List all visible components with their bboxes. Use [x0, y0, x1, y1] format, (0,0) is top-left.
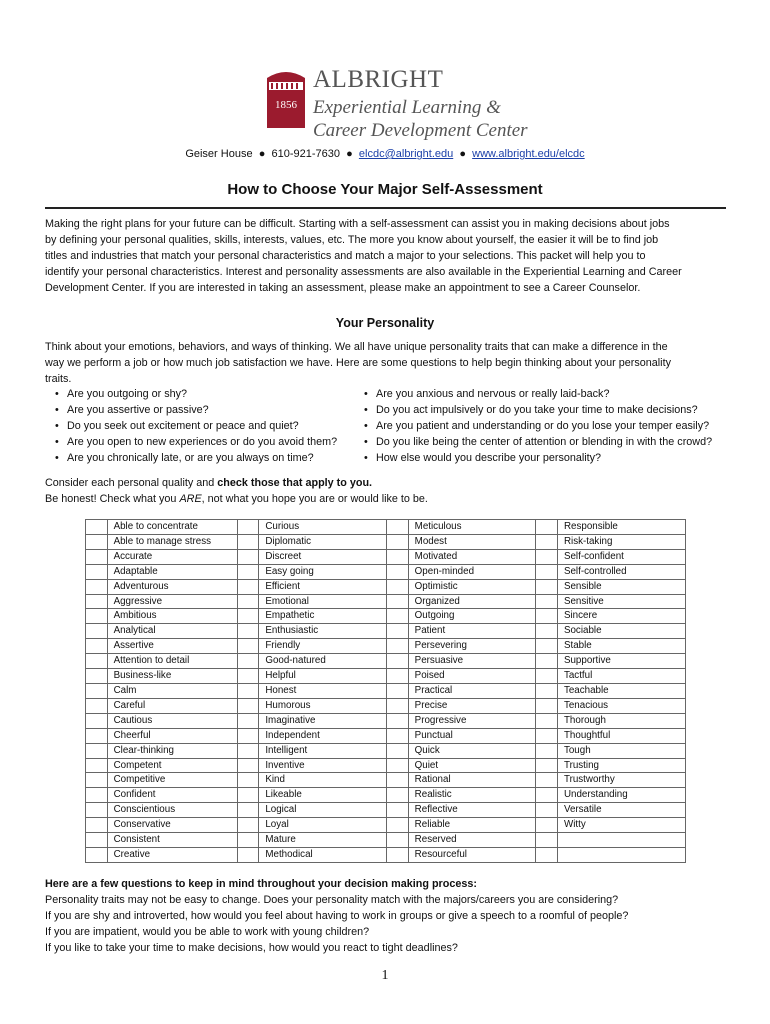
trait-checkbox[interactable] — [387, 534, 409, 549]
trait-checkbox[interactable] — [237, 624, 259, 639]
trait-row — [86, 683, 686, 698]
trait-label: Confident — [107, 788, 237, 803]
trait-checkbox[interactable] — [237, 847, 259, 862]
trait-label: Witty — [557, 818, 685, 833]
trait-label: Adventurous — [107, 579, 237, 594]
trait-checkbox[interactable] — [237, 728, 259, 743]
trait-label: Tough — [557, 743, 685, 758]
trait-label: Conservative — [107, 818, 237, 833]
trait-label: Meticulous — [408, 520, 536, 535]
trait-checkbox[interactable] — [86, 713, 108, 728]
trait-label: Reserved — [408, 833, 536, 848]
personality-intro — [45, 339, 735, 387]
trait-checkbox[interactable] — [536, 803, 558, 818]
trait-checkbox[interactable] — [86, 818, 108, 833]
trait-row — [86, 654, 686, 669]
trait-checkbox[interactable] — [536, 743, 558, 758]
trait-label: Competent — [107, 758, 237, 773]
trait-row — [86, 579, 686, 594]
trait-checkbox[interactable] — [536, 654, 558, 669]
trait-checkbox[interactable] — [237, 683, 259, 698]
trait-label: Tactful — [557, 669, 685, 684]
trait-row — [86, 847, 686, 862]
trait-checkbox[interactable] — [237, 833, 259, 848]
instruction-line-2 — [45, 491, 735, 507]
trait-checkbox[interactable] — [86, 833, 108, 848]
trait-row — [86, 549, 686, 564]
page-title: How to Choose Your Major Self-Assessment — [227, 181, 543, 198]
trait-label: Tenacious — [557, 698, 685, 713]
trait-label: Progressive — [408, 713, 536, 728]
trait-label: Independent — [259, 728, 387, 743]
trait-checkbox[interactable] — [237, 743, 259, 758]
trait-label: Careful — [107, 698, 237, 713]
trait-checkbox[interactable] — [86, 549, 108, 564]
closing-line: If you are impatient, would you be able to work with young children? — [45, 926, 370, 938]
intro-line: Making the right plans for your future can be difficult. Starting with a self-assessment can assist you in making decisions about jobs — [45, 218, 670, 230]
trait-label: Trustworthy — [557, 773, 685, 788]
trait-label: Methodical — [259, 847, 387, 862]
trait-checkbox[interactable] — [387, 698, 409, 713]
trait-label: Good-natured — [259, 654, 387, 669]
trait-row — [86, 758, 686, 773]
trait-checkbox[interactable] — [387, 564, 409, 579]
trait-label: Enthusiastic — [259, 624, 387, 639]
trait-label: Business-like — [107, 669, 237, 684]
contact-line — [0, 148, 770, 160]
trait-checkbox[interactable] — [237, 803, 259, 818]
question-item: • Are you outgoing or shy? — [45, 386, 337, 402]
trait-label: Able to manage stress — [107, 534, 237, 549]
trait-label: Helpful — [259, 669, 387, 684]
trait-label: Sincere — [557, 609, 685, 624]
trait-label: Open-minded — [408, 564, 536, 579]
trait-checkbox[interactable] — [387, 683, 409, 698]
empty-cell — [536, 847, 558, 862]
trait-label: Rational — [408, 773, 536, 788]
trait-label: Humorous — [259, 698, 387, 713]
trait-label: Aggressive — [107, 594, 237, 609]
separator-dot-icon: ● — [459, 148, 467, 160]
logo-subtitle-1: Experiential Learning & — [313, 97, 501, 118]
instruction-bold: check those that apply to you. — [217, 477, 373, 489]
trait-checkbox[interactable] — [86, 579, 108, 594]
trait-checkbox[interactable] — [536, 683, 558, 698]
logo-subtitle-2: Career Development Center — [313, 120, 528, 141]
section-heading-personality: Your Personality — [335, 316, 435, 330]
trait-label: Efficient — [259, 579, 387, 594]
trait-checkbox[interactable] — [387, 743, 409, 758]
trait-label: Self-controlled — [557, 564, 685, 579]
question-item: • Do you act impulsively or do you take your time to make decisions? — [354, 402, 712, 418]
trait-checkbox[interactable] — [86, 743, 108, 758]
trait-label: Attention to detail — [107, 654, 237, 669]
trait-checkbox[interactable] — [237, 758, 259, 773]
instruction-text: Consider each personal quality and — [45, 477, 218, 489]
trait-checkbox[interactable] — [387, 549, 409, 564]
trait-label: Precise — [408, 698, 536, 713]
trait-checkbox[interactable] — [536, 728, 558, 743]
trait-checkbox[interactable] — [387, 713, 409, 728]
trait-label: Quiet — [408, 758, 536, 773]
trait-row — [86, 609, 686, 624]
trait-checkbox[interactable] — [387, 669, 409, 684]
title-divider — [45, 207, 726, 209]
trait-checkbox[interactable] — [86, 520, 108, 535]
question-item: • Are you anxious and nervous or really laid-back? — [354, 386, 712, 402]
instructions — [45, 475, 735, 507]
trait-label: Sensible — [557, 579, 685, 594]
trait-label: Imaginative — [259, 713, 387, 728]
trait-checkbox[interactable] — [536, 758, 558, 773]
trait-label: Motivated — [408, 549, 536, 564]
trait-checkbox[interactable] — [86, 624, 108, 639]
trait-checkbox[interactable] — [387, 609, 409, 624]
trait-label: Discreet — [259, 549, 387, 564]
email-link[interactable]: elcdc@albright.edu — [358, 148, 454, 160]
trait-checkbox[interactable] — [536, 698, 558, 713]
trait-label: Patient — [408, 624, 536, 639]
instruction-text: , not what you hope you are or would like to be. — [201, 493, 428, 505]
trait-checkbox[interactable] — [86, 594, 108, 609]
trait-checkbox[interactable] — [536, 534, 558, 549]
trait-label: Mature — [259, 833, 387, 848]
trait-label: Emotional — [259, 594, 387, 609]
trait-label: Easy going — [259, 564, 387, 579]
trait-label: Inventive — [259, 758, 387, 773]
trait-label: Modest — [408, 534, 536, 549]
trait-label: Reflective — [408, 803, 536, 818]
trait-checkbox[interactable] — [86, 564, 108, 579]
empty-cell — [557, 833, 685, 848]
trait-checkbox[interactable] — [387, 624, 409, 639]
separator-dot-icon: ● — [258, 148, 266, 160]
trait-row — [86, 833, 686, 848]
trait-checkbox[interactable] — [237, 773, 259, 788]
trait-label: Accurate — [107, 549, 237, 564]
instruction-line-1 — [45, 475, 735, 491]
page-number: 1 — [381, 968, 389, 983]
trait-checkbox[interactable] — [86, 698, 108, 713]
trait-label: Self-confident — [557, 549, 685, 564]
intro-line: identify your personal characteristics. Interest and personality assessments are also available in the Experiential Learning and Career — [45, 266, 682, 278]
personality-intro-line: traits. — [45, 373, 72, 385]
trait-checkbox[interactable] — [536, 549, 558, 564]
intro-line: Development Center. If you are interested in taking an assessment, please make an appointment to see a Career Counselor. — [45, 282, 641, 294]
trait-checkbox[interactable] — [86, 773, 108, 788]
trait-checkbox[interactable] — [536, 520, 558, 535]
trait-checkbox[interactable] — [86, 609, 108, 624]
trait-label: Calm — [107, 683, 237, 698]
trait-row — [86, 669, 686, 684]
questions-right-list — [354, 386, 712, 466]
trait-label: Stable — [557, 639, 685, 654]
trait-checkbox[interactable] — [86, 669, 108, 684]
trait-label: Ambitious — [107, 609, 237, 624]
trait-row — [86, 788, 686, 803]
trait-label: Friendly — [259, 639, 387, 654]
trait-label: Persuasive — [408, 654, 536, 669]
trait-label: Practical — [408, 683, 536, 698]
trait-label: Understanding — [557, 788, 685, 803]
trait-checkbox[interactable] — [237, 579, 259, 594]
trait-checkbox[interactable] — [387, 758, 409, 773]
closing-heading: Here are a few questions to keep in mind throughout your decision making process: — [45, 878, 477, 890]
trait-checkbox[interactable] — [237, 549, 259, 564]
trait-checkbox[interactable] — [237, 639, 259, 654]
trait-row — [86, 624, 686, 639]
trait-checkbox[interactable] — [237, 669, 259, 684]
seal-year: 1856 — [275, 99, 297, 111]
intro-paragraph — [45, 216, 735, 296]
trait-label: Teachable — [557, 683, 685, 698]
trait-label: Logical — [259, 803, 387, 818]
trait-checkbox[interactable] — [86, 847, 108, 862]
trait-checkbox[interactable] — [237, 594, 259, 609]
trait-checkbox[interactable] — [86, 728, 108, 743]
trait-checkbox[interactable] — [387, 847, 409, 862]
instruction-emphasis: ARE — [179, 493, 202, 505]
question-item: • How else would you describe your personality? — [354, 450, 712, 466]
trait-checkbox[interactable] — [536, 669, 558, 684]
trait-label: Empathetic — [259, 609, 387, 624]
trait-label: Likeable — [259, 788, 387, 803]
trait-checkbox[interactable] — [536, 818, 558, 833]
trait-label: Competitive — [107, 773, 237, 788]
trait-label: Responsible — [557, 520, 685, 535]
closing-line: If you are shy and introverted, how would you feel about having to work in groups or give a speech to a roomful of people? — [45, 910, 629, 922]
closing-line: If you like to take your time to make decisions, how would you react to tight deadlines? — [45, 942, 458, 954]
question-item: • Do you seek out excitement or peace and quiet? — [45, 418, 337, 434]
trait-row — [86, 520, 686, 535]
trait-checkbox[interactable] — [536, 788, 558, 803]
trait-row — [86, 743, 686, 758]
trait-label: Thoughtful — [557, 728, 685, 743]
trait-label: Realistic — [408, 788, 536, 803]
trait-label: Curious — [259, 520, 387, 535]
trait-label: Loyal — [259, 818, 387, 833]
question-item: • Do you like being the center of attention or blending in with the crowd? — [354, 434, 712, 450]
trait-label: Cautious — [107, 713, 237, 728]
trait-label: Punctual — [408, 728, 536, 743]
trait-label: Conscientious — [107, 803, 237, 818]
trait-label: Creative — [107, 847, 237, 862]
trait-row — [86, 773, 686, 788]
trait-checkbox[interactable] — [387, 520, 409, 535]
trait-label: Sensitive — [557, 594, 685, 609]
trait-label: Clear-thinking — [107, 743, 237, 758]
trait-label: Organized — [408, 594, 536, 609]
trait-label: Consistent — [107, 833, 237, 848]
trait-checkbox[interactable] — [387, 594, 409, 609]
trait-checkbox[interactable] — [536, 579, 558, 594]
personality-intro-line: way we perform a job or how much job satisfaction we have. Here are some questions to help begin thinking about your personality — [45, 357, 671, 369]
trait-label: Assertive — [107, 639, 237, 654]
instruction-text: Be honest! Check what you — [45, 493, 180, 505]
separator-dot-icon: ● — [346, 148, 353, 160]
trait-label: Honest — [259, 683, 387, 698]
empty-cell — [557, 847, 685, 862]
trait-row — [86, 534, 686, 549]
logo-name: ALBRIGHT — [313, 66, 444, 93]
trait-checkbox[interactable] — [536, 564, 558, 579]
trait-label: Versatile — [557, 803, 685, 818]
trait-row — [86, 639, 686, 654]
trait-checkbox[interactable] — [536, 713, 558, 728]
trait-label: Diplomatic — [259, 534, 387, 549]
trait-row — [86, 594, 686, 609]
trait-checkbox[interactable] — [387, 788, 409, 803]
trait-label: Analytical — [107, 624, 237, 639]
trait-label: Reliable — [408, 818, 536, 833]
trait-checkbox[interactable] — [536, 609, 558, 624]
trait-checkbox[interactable] — [387, 803, 409, 818]
trait-checkbox[interactable] — [86, 534, 108, 549]
trait-label: Thorough — [557, 713, 685, 728]
phone-text: 610-921-7630 — [271, 148, 340, 160]
trait-row — [86, 698, 686, 713]
trait-label: Cheerful — [107, 728, 237, 743]
trait-row — [86, 803, 686, 818]
trait-label: Kind — [259, 773, 387, 788]
closing-line: Personality traits may not be easy to change. Does your personality match with the majors/careers you are considering? — [45, 894, 619, 906]
trait-checkbox[interactable] — [237, 713, 259, 728]
trait-label: Supportive — [557, 654, 685, 669]
trait-checkbox[interactable] — [387, 639, 409, 654]
trait-checkbox[interactable] — [387, 579, 409, 594]
trait-checkbox[interactable] — [536, 773, 558, 788]
empty-cell — [536, 833, 558, 848]
trait-label: Sociable — [557, 624, 685, 639]
trait-label: Persevering — [408, 639, 536, 654]
trait-label: Poised — [408, 669, 536, 684]
trait-checkbox[interactable] — [86, 758, 108, 773]
question-item: • Are you open to new experiences or do you avoid them? — [45, 434, 337, 450]
trait-checkbox[interactable] — [86, 639, 108, 654]
intro-line: titles and industries that match your personal characteristics and match a major to your selections. This packet will help you to — [45, 250, 646, 262]
trait-checkbox[interactable] — [237, 609, 259, 624]
trait-checkbox[interactable] — [237, 698, 259, 713]
albright-logo — [265, 66, 528, 144]
trait-checkbox[interactable] — [86, 683, 108, 698]
trait-label: Able to concentrate — [107, 520, 237, 535]
trait-checkbox[interactable] — [536, 639, 558, 654]
trait-checkbox[interactable] — [237, 534, 259, 549]
question-item: • Are you chronically late, or are you always on time? — [45, 450, 337, 466]
question-item: • Are you patient and understanding or do you lose your temper easily? — [354, 418, 712, 434]
questions-left-list — [45, 386, 337, 466]
trait-checkbox[interactable] — [86, 803, 108, 818]
trait-checkbox[interactable] — [237, 818, 259, 833]
trait-checkbox[interactable] — [387, 654, 409, 669]
trait-checkbox[interactable] — [237, 520, 259, 535]
trait-label: Resourceful — [408, 847, 536, 862]
question-item: • Are you assertive or passive? — [45, 402, 337, 418]
trait-label: Risk-taking — [557, 534, 685, 549]
trait-label: Trusting — [557, 758, 685, 773]
trait-checkbox[interactable] — [387, 818, 409, 833]
trait-row — [86, 713, 686, 728]
trait-row — [86, 564, 686, 579]
trait-checkbox[interactable] — [387, 833, 409, 848]
website-link[interactable]: www.albright.edu/elcdc — [472, 148, 585, 160]
trait-label: Intelligent — [259, 743, 387, 758]
trait-checkbox[interactable] — [536, 594, 558, 609]
trait-checkbox[interactable] — [237, 564, 259, 579]
trait-checkbox[interactable] — [237, 788, 259, 803]
trait-label: Optimistic — [408, 579, 536, 594]
intro-line: by defining your personal qualities, skills, interests, values, etc. The more you know about yourself, the easier it will be to find job — [45, 234, 659, 246]
trait-checkbox[interactable] — [387, 728, 409, 743]
closing-section — [45, 876, 745, 956]
trait-label: Outgoing — [408, 609, 536, 624]
trait-label: Adaptable — [107, 564, 237, 579]
trait-checkbox[interactable] — [536, 624, 558, 639]
personality-intro-line: Think about your emotions, behaviors, and ways of thinking. We all have unique personality traits that can make a difference in the — [45, 341, 668, 353]
albright-seal-icon — [265, 68, 307, 130]
trait-checkbox[interactable] — [86, 788, 108, 803]
trait-row — [86, 818, 686, 833]
trait-row — [86, 728, 686, 743]
trait-checkbox[interactable] — [387, 773, 409, 788]
trait-checkbox[interactable] — [86, 654, 108, 669]
trait-checkbox[interactable] — [237, 654, 259, 669]
traits-checklist-table — [85, 519, 686, 863]
trait-label: Quick — [408, 743, 536, 758]
location-text: Geiser House — [185, 148, 253, 160]
